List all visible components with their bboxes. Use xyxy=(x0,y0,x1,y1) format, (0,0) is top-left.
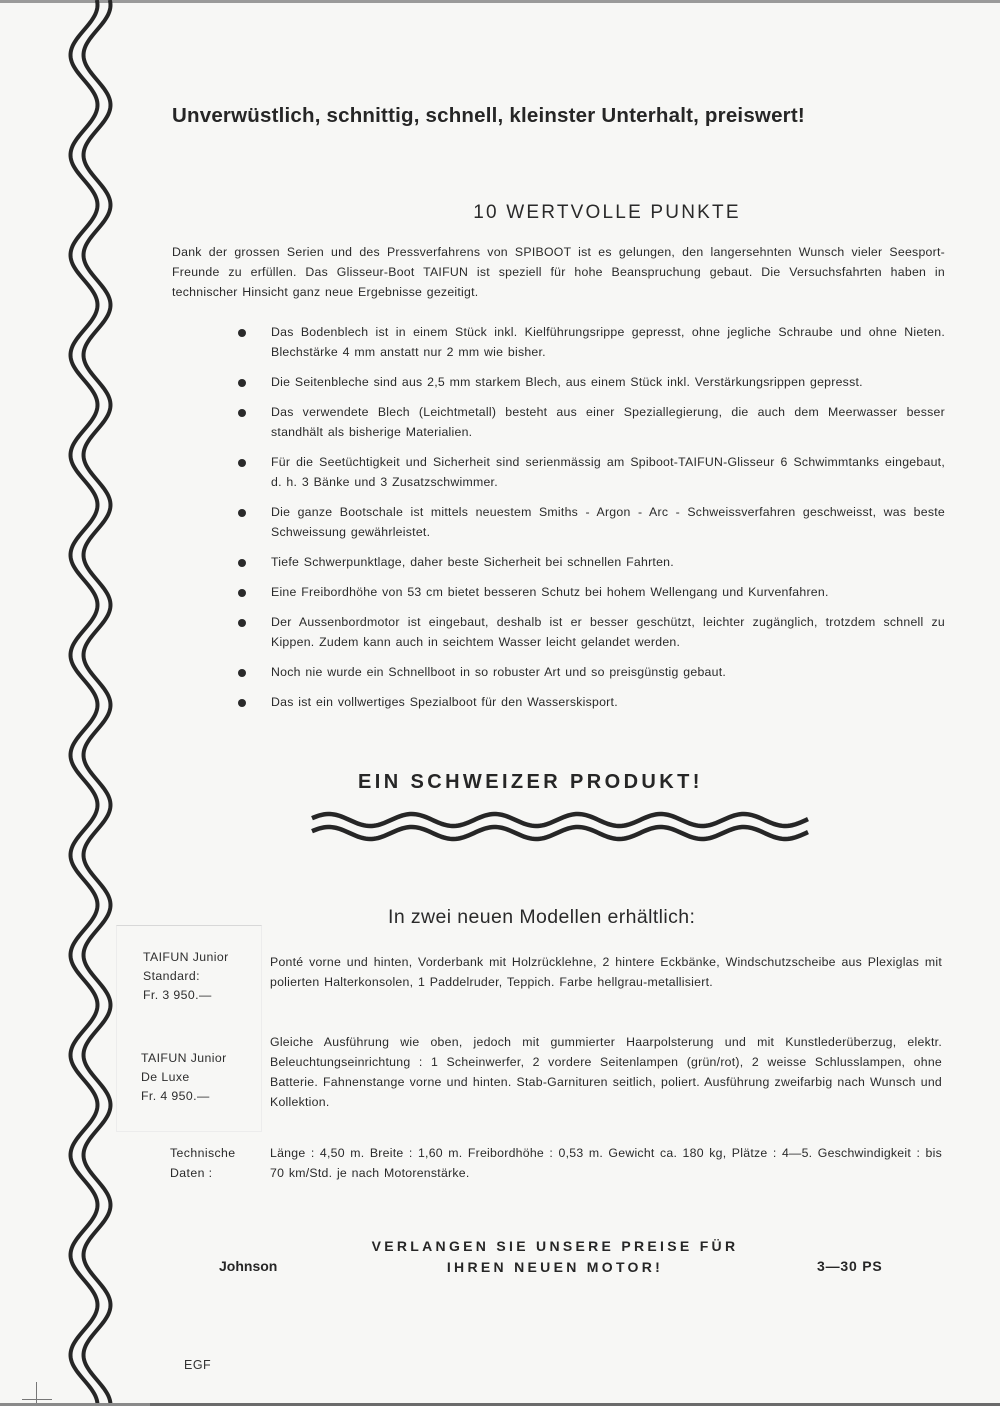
feature-bullet-item xyxy=(236,502,945,542)
bullet-dot-icon xyxy=(238,509,246,517)
bullet-dot-icon xyxy=(238,329,246,337)
feature-bullet-item xyxy=(236,612,945,652)
page-top-edge xyxy=(0,0,1000,3)
bullet-dot-icon xyxy=(238,669,246,677)
divider-wave-line-1 xyxy=(312,814,808,826)
model-variant: Standard: xyxy=(143,969,200,983)
bullet-dot-icon xyxy=(238,559,246,567)
model-price: Fr. 3 950.— xyxy=(143,988,212,1002)
technical-data-text: Länge : 4,50 m. Breite : 1,60 m. Freibordhöhe : 0,53 m. Gewicht ca. 180 kg, Plätze : 4—5. Geschwindigkeit : bis 70 km/Std. je nach Motorenstärke. xyxy=(270,1146,942,1180)
swiss-product-heading: EIN SCHWEIZER PRODUKT! xyxy=(358,771,703,793)
bullet-dot-icon xyxy=(238,619,246,627)
crop-mark-vertical xyxy=(36,1382,37,1404)
feature-bullet-item xyxy=(236,692,945,712)
model-deluxe-label xyxy=(141,1049,227,1106)
imprint-mark: EGF xyxy=(184,1358,212,1372)
bullet-dot-icon xyxy=(238,459,246,467)
model-deluxe-description: Gleiche Ausführung wie oben, jedoch mit gummierter Haarpolsterung und mit Kunstlederüberzug, elektr. Beleuchtungseinrichtung : 1 Scheinwerfer, 2 vordere Seitenlampen (grün/rot), 2 weisse Schlusslampen, ohne Batterie. Fahnenstange vorne und hinten. Stab-Garnituren seitlich, poliert. Ausführung zweifarbig nach Wunsch und Kollektion. xyxy=(270,1035,942,1109)
model-price: Fr. 4 950.— xyxy=(141,1089,210,1103)
model-standard-label xyxy=(143,948,229,1005)
cta-line-2: IHREN NEUEN MOTOR! xyxy=(446,1259,664,1275)
technical-label-line1: Technische xyxy=(170,1146,236,1160)
headline: Unverwüstlich, schnittig, schnell, kleinster Unterhalt, preiswert! xyxy=(172,104,805,127)
bullet-text: Der Aussenbordmotor ist eingebaut, deshalb ist er besser geschützt, leichter zugänglich, trotzdem schnell zu Kippen. Zudem kann auch in seichtem Wasser leicht gelandet werden. xyxy=(271,615,945,649)
feature-bullet-item xyxy=(236,372,945,392)
bullet-dot-icon xyxy=(238,589,246,597)
bullet-text: Eine Freibordhöhe von 53 cm bietet besseren Schutz bei hohem Wellengang und Kurvenfahren. xyxy=(271,585,829,599)
model-name: TAIFUN Junior xyxy=(141,1051,227,1065)
bullet-text: Die Seitenbleche sind aus 2,5 mm starkem Blech, aus einem Stück inkl. Verstärkungsrippen gepresst. xyxy=(271,375,863,389)
technical-data-label xyxy=(170,1143,236,1183)
bullet-text: Das ist ein vollwertiges Spezialboot für den Wasserskisport. xyxy=(271,695,618,709)
bullet-text: Für die Seetüchtigkeit und Sicherheit sind serienmässig am Spiboot-TAIFUN-Glisseur 6 Schwimmtanks eingebaut, d. h. 3 Bänke und 3 Zusatzschwimmer. xyxy=(271,455,945,489)
page-bottom-edge xyxy=(0,1403,1000,1414)
intro-paragraph: Dank der grossen Serien und des Pressverfahrens von SPIBOOT ist es gelungen, den langersehnten Wunsch vieler Seesport-Freunde zu erfüllen. Das Glisseur-Boot TAIFUN ist speziell für hohe Beanspruchung gebaut. Die Versuchsfahrten haben in technischer Hinsicht ganz neue Ergebnisse gezeitigt. xyxy=(172,245,945,299)
bullet-dot-icon xyxy=(238,699,246,707)
bullet-text: Das Bodenblech ist in einem Stück inkl. Kielführungsrippe gepresst, ohne jegliche Schraube und ohne Nieten. Blechstärke 4 mm anstatt nur 2 mm wie bisher. xyxy=(271,325,945,359)
feature-bullet-item xyxy=(236,662,945,682)
technical-label-line2: Daten : xyxy=(170,1166,213,1180)
bullet-text: Tiefe Schwerpunktlage, daher beste Sicherheit bei schnellen Fahrten. xyxy=(271,555,674,569)
brand-johnson: Johnson xyxy=(219,1258,278,1274)
divider-wave-line-2 xyxy=(312,827,808,839)
feature-bullet-list xyxy=(236,322,945,722)
crop-mark-horizontal xyxy=(22,1399,52,1400)
feature-bullet-item xyxy=(236,552,945,572)
feature-bullet-item xyxy=(236,402,945,442)
feature-bullet-item xyxy=(236,582,945,602)
power-range: 3—30 PS xyxy=(817,1258,883,1274)
model-variant: De Luxe xyxy=(141,1070,190,1084)
double-wave-divider-icon xyxy=(300,806,820,850)
points-section-title: 10 WERTVOLLE PUNKTE xyxy=(473,202,741,223)
bullet-text: Die ganze Bootschale ist mittels neuestem Smiths - Argon - Arc - Schweissverfahren geschweisst, was beste Schweissung gewährleistet. xyxy=(271,505,945,539)
bullet-dot-icon xyxy=(238,409,246,417)
models-section-title: In zwei neuen Modellen erhältlich: xyxy=(388,906,696,928)
bullet-text: Das verwendete Blech (Leichtmetall) besteht aus einer Speziallegierung, die auch dem Meerwasser besser standhält als bisherige Materialien. xyxy=(271,405,945,439)
motor-cta xyxy=(300,1236,810,1278)
feature-bullet-item xyxy=(236,452,945,492)
cta-line-1: VERLANGEN SIE UNSERE PREISE FÜR xyxy=(371,1238,739,1254)
feature-bullet-item xyxy=(236,322,945,362)
bullet-text: Noch nie wurde ein Schnellboot in so robuster Art und so preisgünstig gebaut. xyxy=(271,665,727,679)
model-standard-description: Ponté vorne und hinten, Vorderbank mit Holzrücklehne, 2 hintere Eckbänke, Windschutzscheibe aus Plexiglas mit polierten Halterkonsolen, 1 Paddelruder, Teppich. Farbe hellgrau-metallisiert. xyxy=(270,955,942,989)
bullet-dot-icon xyxy=(238,379,246,387)
model-name: TAIFUN Junior xyxy=(143,950,229,964)
